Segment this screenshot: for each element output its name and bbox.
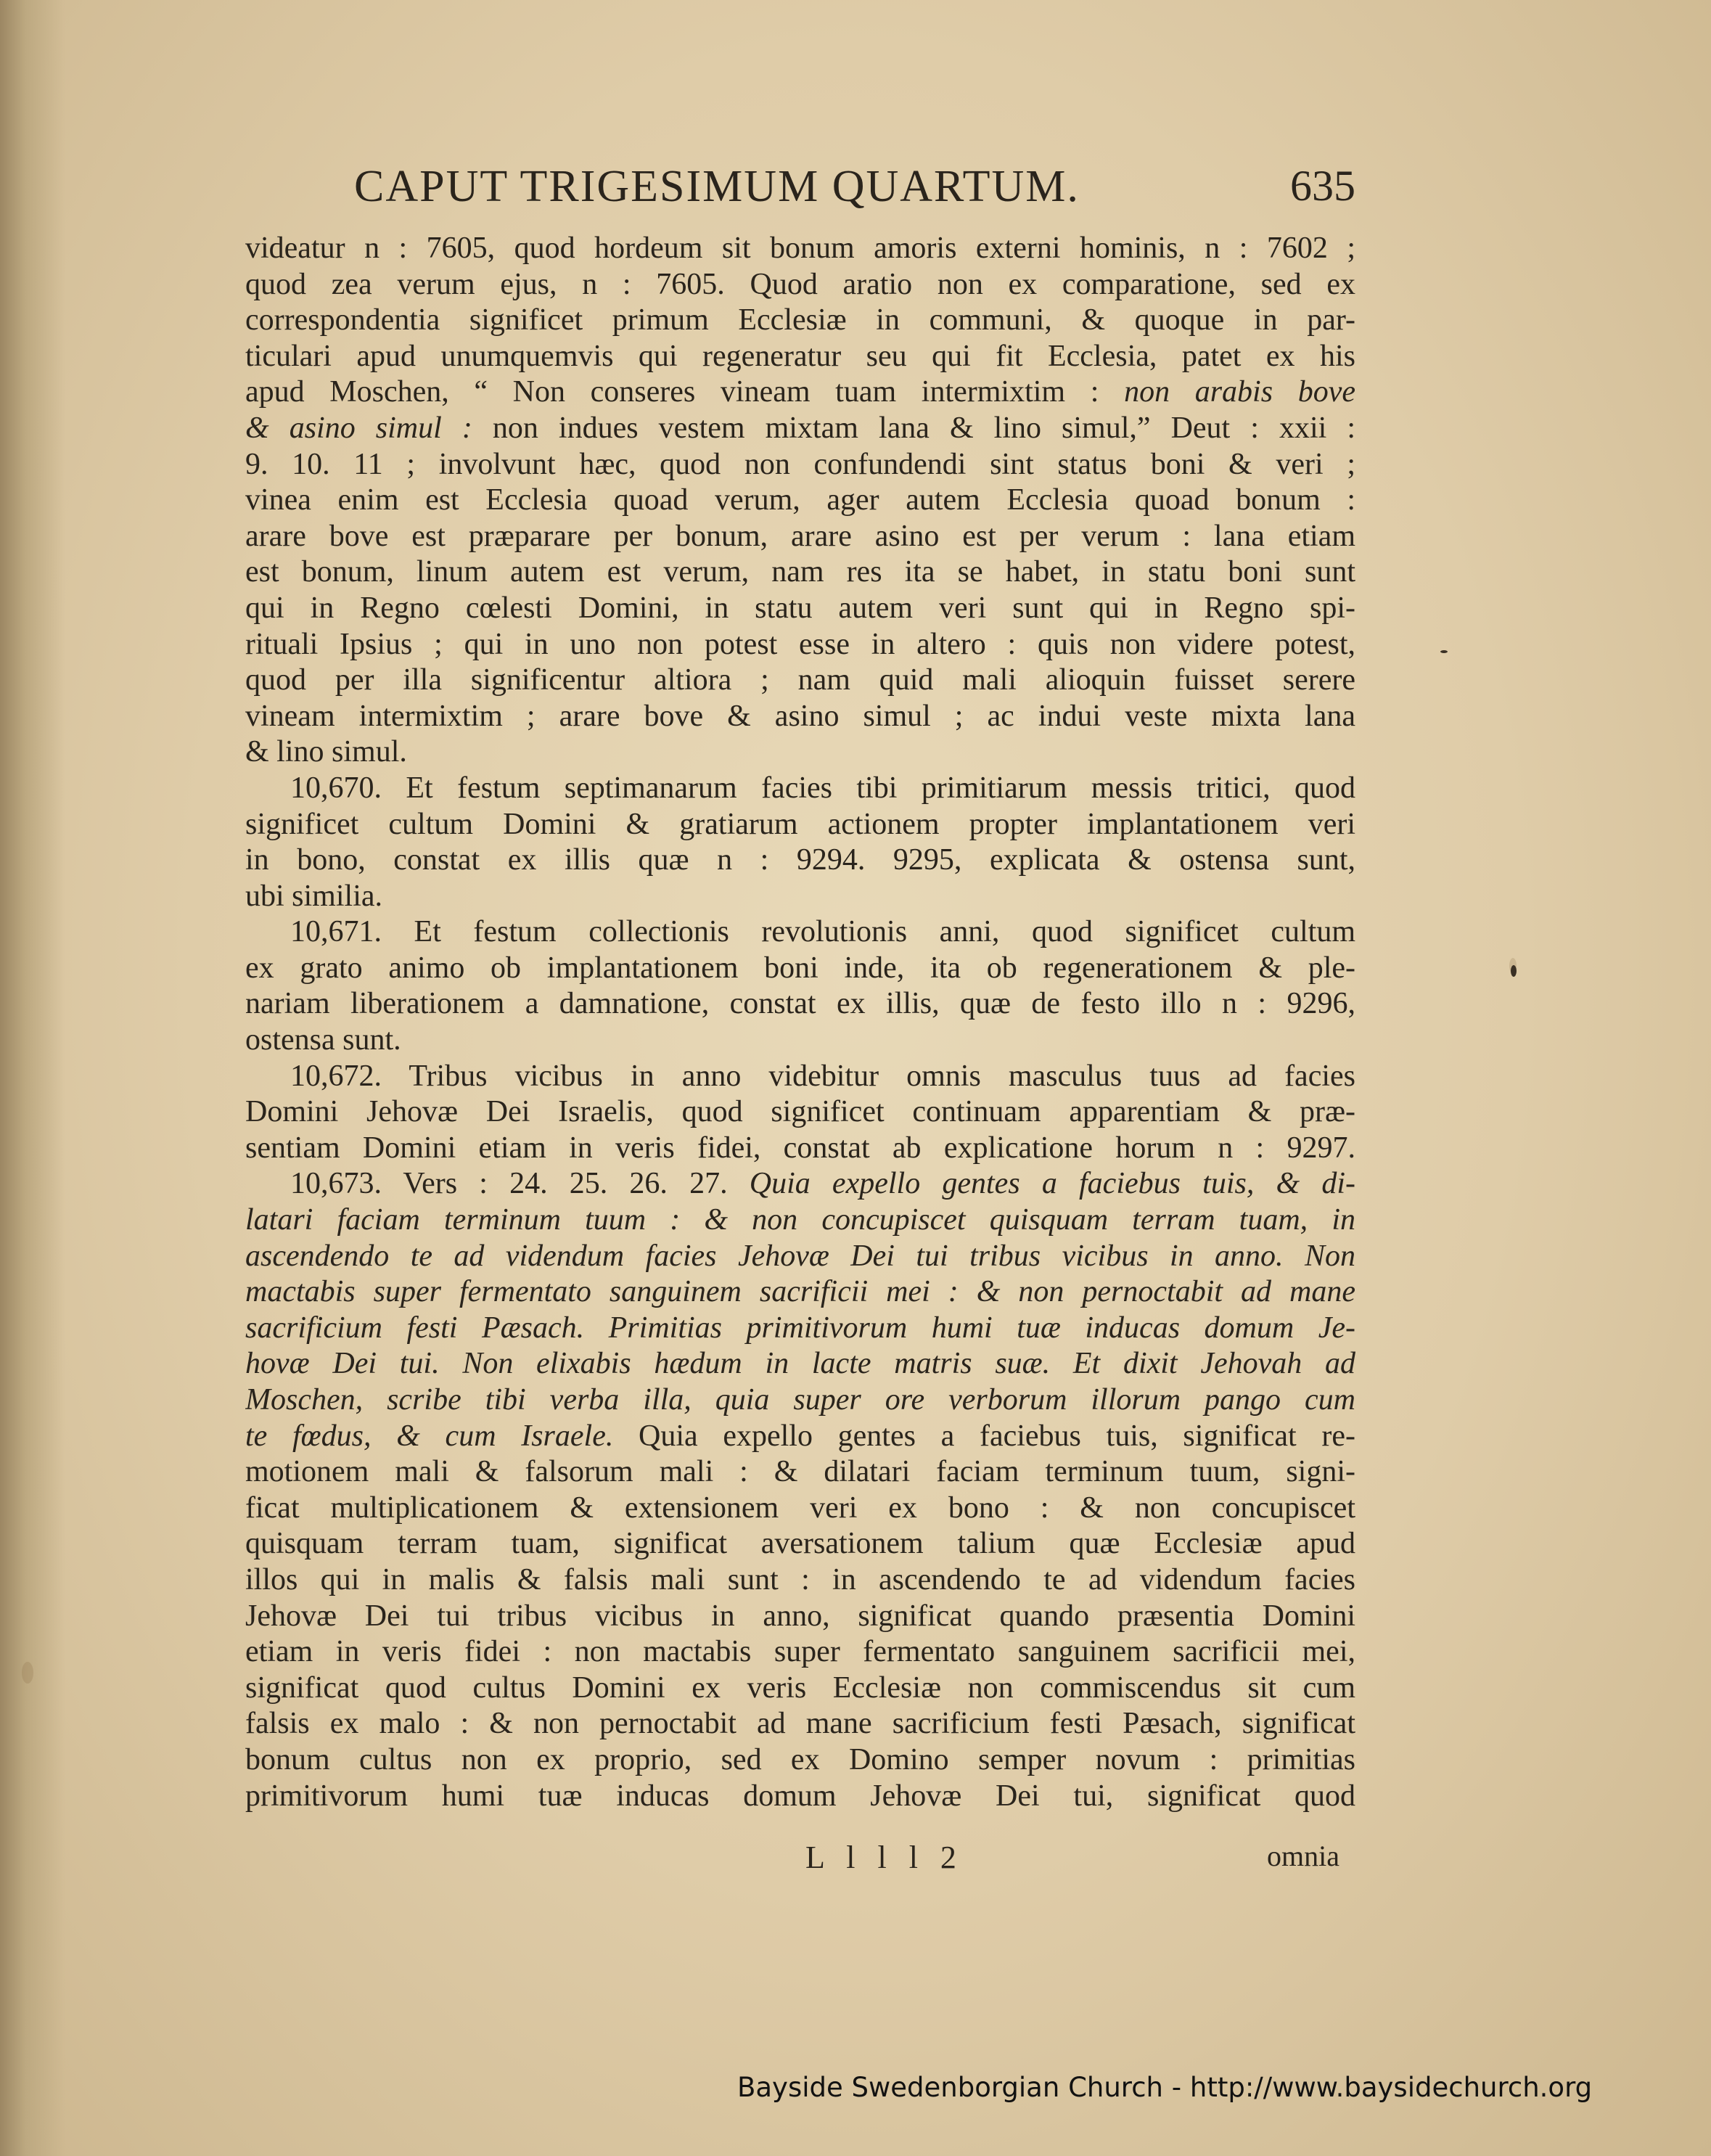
paragraph-10673-start [245, 1166, 1355, 1202]
text-line: Moschen, scribe tibi verba illa, quia super ore verborum illorum pango cum [245, 1383, 1355, 1417]
text-line: rituali Ipsius ; qui in uno non potest esse in altero : quis non videre potest, [245, 627, 1355, 661]
text-line: in bono, constat ex illis quæ n : 9294. 9295, explicata & ostensa sunt, [245, 843, 1355, 877]
text-segment: 10,673. Vers : 24. 25. 26. 27. [290, 1167, 728, 1201]
text-line: quod zea verum ejus, n : 7605. Quod aratio non ex comparatione, sed ex [245, 267, 1355, 301]
text-line: Domini Jehovæ Dei Israelis, quod significet continuam apparentiam & præ- [245, 1095, 1355, 1129]
text-line: bonum cultus non ex proprio, sed ex Domino semper novum : primitias [245, 1742, 1355, 1776]
text-line: etiam in veris fidei : non mactabis super fermentato sanguinem sacrificii mei, [245, 1635, 1355, 1669]
paragraph-10672-start: 10,672. Tribus vicibus in anno videbitur omnis masculus tuus ad facies [290, 1059, 1355, 1093]
text-line: sacrificium festi Pæsach. Primitias primitivorum humi tuæ inducas domum Je- [245, 1311, 1355, 1345]
text-segment: apud Moschen, “ Non conseres vineam tuam intermixtim : [245, 375, 1099, 409]
text-line: qui in Regno cœlesti Domini, in statu autem veri sunt qui in Regno spi- [245, 591, 1355, 625]
page-header [354, 161, 1355, 226]
text-line: ex grato animo ob implantationem boni inde, ita ob regenerationem & ple- [245, 951, 1355, 985]
paper-stain [22, 1662, 33, 1684]
text-segment: Quia expello gentes a faciebus tuis, significat re- [639, 1419, 1355, 1453]
italic-segment: non arabis bove [1124, 375, 1355, 409]
text-line: mactabis super fermentato sanguinem sacrificii mei : & non pernoctabit ad mane [245, 1275, 1355, 1309]
text-line: est bonum, linum autem est verum, nam res ita se habet, in statu boni sunt [245, 555, 1355, 589]
text-line [245, 374, 1355, 411]
text-line: videatur n : 7605, quod hordeum sit bonum amoris externi hominis, n : 7602 ; [245, 231, 1355, 265]
text-line: quisquam terram tuam, significat aversationem talium quæ Ecclesiæ apud [245, 1527, 1355, 1561]
text-line: vineam intermixtim ; arare bove & asino simul ; ac indui veste mixta lana [245, 699, 1355, 733]
text-line: significat quod cultus Domini ex veris Ecclesiæ non commiscendus sit cum [245, 1671, 1355, 1705]
text-line: vinea enim est Ecclesia quoad verum, ager autem Ecclesia quoad bonum : [245, 483, 1355, 517]
text-line: illos qui in malis & falsis mali sunt : in ascendendo te ad videndum facies [245, 1562, 1355, 1596]
running-head: CAPUT TRIGESIMUM QUARTUM. [354, 162, 1080, 211]
body-text [245, 231, 1355, 1814]
page-number: 635 [1290, 162, 1355, 210]
text-line: latari faciam terminum tuum : & non concupiscet quisquam terram tuam, in [245, 1203, 1355, 1237]
text-line: sentiam Domini etiam in veris fidei, constat ab explicatione horum n : 9297. [245, 1131, 1355, 1165]
text-line: nariam liberationem a damnatione, constat ex illis, quæ de festo illo n : 9296, [245, 987, 1355, 1021]
text-line: ostensa sunt. [245, 1023, 401, 1057]
text-line: 9. 10. 11 ; involvunt hæc, quod non confundendi sint status boni & veri ; [245, 447, 1355, 481]
text-line: ubi similia. [245, 879, 382, 913]
text-line: correspondentia significet primum Ecclesiæ in communi, & quoque in par- [245, 303, 1355, 337]
text-segment: non indues vestem mixtam lana & lino simul,” Deut : xxii : [492, 411, 1355, 445]
text-line: falsis ex malo : & non pernoctabit ad mane sacrificium festi Pæsach, significat [245, 1707, 1355, 1741]
text-line [245, 1419, 1355, 1455]
text-line: ascendendo te ad videndum facies Jehovæ Dei tui tribus vicibus in anno. Non [245, 1239, 1355, 1273]
ink-speck [1440, 650, 1448, 653]
binding-gutter-shadow [0, 0, 65, 2156]
italic-segment: Quia expello gentes a faciebus tuis, & di- [749, 1167, 1355, 1201]
text-line: & lino simul. [245, 735, 407, 769]
text-line: ficat multiplicationem & extensionem veri ex bono : & non concupiscet [245, 1491, 1355, 1525]
text-line: primitivorum humi tuæ inducas domum Jehovæ Dei tui, significat quod [245, 1779, 1355, 1813]
paragraph-10671-start: 10,671. Et festum collectionis revolutionis anni, quod significet cultum [290, 915, 1355, 949]
text-line: ticulari apud unumquemvis qui regeneratur seu qui fit Ecclesia, patet ex his [245, 339, 1355, 373]
text-line: motionem mali & falsorum mali : & dilatari faciam terminum tuum, signi- [245, 1455, 1355, 1489]
paragraph-10670-start: 10,670. Et festum septimanarum facies tibi primitiarum messis tritici, quod [290, 771, 1355, 805]
signature-mark: L l l l 2 [805, 1840, 964, 1875]
italic-segment: & asino simul : [245, 411, 472, 445]
text-line: quod per illa significentur altiora ; nam quid mali alioquin fuisset serere [245, 663, 1355, 697]
text-line: Jehovæ Dei tui tribus vicibus in anno, significat quando præsentia Domini [245, 1599, 1355, 1633]
ink-speck [1511, 965, 1517, 977]
text-line [245, 411, 1355, 447]
text-line: arare bove est præparare per bonum, arare asino est per verum : lana etiam [245, 519, 1355, 553]
text-line: hovæ Dei tui. Non elixabis hædum in lacte matris suæ. Et dixit Jehovah ad [245, 1347, 1355, 1381]
italic-segment: te fœdus, & cum Israele. [245, 1419, 614, 1453]
text-line: significet cultum Domini & gratiarum actionem propter implantationem veri [245, 807, 1355, 841]
source-watermark: Bayside Swedenborgian Church - http://www.baysidechurch.org [737, 2072, 1593, 2103]
catchword: omnia [1267, 1840, 1339, 1872]
